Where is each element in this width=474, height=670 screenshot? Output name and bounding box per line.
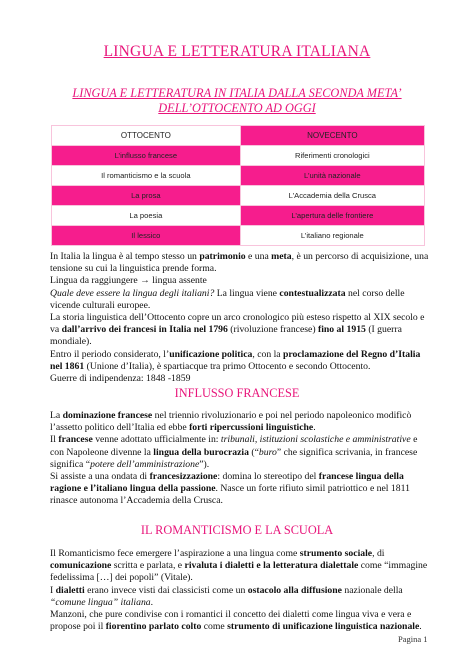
- contents-row: [52, 186, 425, 206]
- text-run: .: [313, 422, 316, 434]
- document-subtitle: [30, 86, 444, 115]
- text-run: La lingua viene: [214, 287, 280, 299]
- text-run: (Unione d’Italia), è spartiacque tra primo Ottocento e secondo Ottocento.: [84, 360, 371, 372]
- contents-row: [52, 226, 425, 246]
- section-paragraph: [50, 609, 430, 633]
- bold-run: unificazione politica: [169, 348, 253, 360]
- text-run: Il Romanticismo fece emergere l’aspirazione a una lingua come: [50, 548, 300, 559]
- page-number: Pagina 1: [398, 634, 428, 644]
- cell-novecento: L’Accademia della Crusca: [240, 186, 424, 206]
- text-run: come: [201, 621, 228, 633]
- italic-run: tribunali, istituzioni scolastiche e amministrative: [220, 434, 411, 446]
- bold-run: comunicazione: [50, 560, 112, 572]
- text-run: nel corso delle vicende culturali europee.: [50, 287, 405, 311]
- intro-paragraph: [50, 349, 430, 373]
- section-paragraph: [50, 548, 430, 585]
- bold-run: ostacolo alla diffusione: [247, 584, 342, 596]
- bold-run: lingua della burocrazia: [153, 446, 249, 458]
- text-run: nazionale della: [341, 584, 403, 596]
- text-run: Il: [50, 434, 59, 446]
- text-run: (rivoluzione francese): [227, 324, 318, 336]
- section-paragraph: [50, 471, 430, 508]
- italic-run: Quale deve essere la lingua degli italiani?: [50, 287, 215, 299]
- text-run: venne adottato ufficialmente in:: [92, 434, 221, 446]
- text-run: : domina lo stereotipo del: [217, 471, 319, 483]
- cell-ottocento: L’influsso francese: [52, 146, 241, 166]
- text-run: , di: [372, 548, 385, 559]
- bold-run: meta: [271, 251, 292, 262]
- intro-paragraph: [50, 251, 430, 275]
- bold-run: patrimonio: [199, 251, 246, 262]
- italic-run: “comune lingua” italiana: [50, 596, 151, 608]
- text-run: , è un percorso di acquisizione, una tensione su cui la linguistica prende forma.: [50, 251, 429, 275]
- header-ottocento: OTTOCENTO: [52, 126, 241, 146]
- cell-novecento: L’unità nazionale: [240, 166, 424, 186]
- text-run: . Nasce un forte rifiuto simil patriottico e nel 1811 rinasce autonoma l’Accademia della Crusca.: [50, 483, 410, 507]
- intro-paragraph: [50, 312, 430, 349]
- text-run: .: [419, 621, 422, 633]
- bold-run: contestualizzata: [279, 287, 346, 299]
- bold-run: dall’arrivo dei francesi in Italia nel 1796: [61, 324, 228, 336]
- text-run: ”).: [199, 458, 210, 470]
- bold-run: dialetti: [55, 584, 85, 596]
- section-title-romanticismo: IL ROMANTICISMO E LA SCUOLA: [140, 523, 334, 537]
- bold-run: fiorentino parlato colto: [105, 621, 202, 633]
- contents-row: [52, 146, 425, 166]
- bold-run: francese lingua della ragione e l’italiano lingua della passione: [50, 471, 404, 495]
- cell-novecento: Riferimenti cronologici: [240, 146, 424, 166]
- bold-run: dominazione francese: [62, 410, 153, 421]
- section-romanticismo-text: [50, 548, 430, 633]
- section-paragraph: [50, 585, 430, 609]
- contents-header-row: [52, 126, 425, 146]
- header-novecento: NOVECENTO: [240, 126, 424, 146]
- bold-run: forti ripercussioni linguistiche: [189, 422, 314, 434]
- text-run: La storia linguistica dell’Ottocento copre un arco cronologico più esteso rispetto al XIX secolo e va: [50, 312, 425, 336]
- bold-run: strumento di unificazione linguistica nazionale: [227, 621, 420, 633]
- cell-ottocento: Il romanticismo e la scuola: [52, 166, 241, 186]
- bold-run: strumento sociale: [299, 548, 373, 559]
- bold-run: francese: [58, 434, 93, 446]
- text-run: Entro il periodo considerato, l’: [50, 348, 170, 360]
- text-run: Si assiste a una ondata di: [50, 471, 150, 483]
- text-run: Manzoni, che pure condivise con i romantici il concetto dei dialetti come lingua viva e vera e propose poi il: [50, 609, 412, 633]
- text-run: come “immagine fedelissima […] dei popoli” (Vitale).: [50, 560, 428, 584]
- section-influsso-text: [50, 410, 430, 508]
- subtitle-line-2: DELL’OTTOCENTO AD OGGI: [158, 100, 316, 115]
- bold-run: proclamazione del Regno d’Italia nel 1861: [50, 348, 421, 372]
- section-paragraph: [50, 410, 430, 434]
- text-run: ” che significa scrivania, in francese significa “: [50, 446, 418, 470]
- intro-paragraph: Guerre di indipendenza: 1848 -1859: [50, 373, 191, 385]
- document-title: LINGUA E LETTERATURA ITALIANA: [103, 43, 371, 60]
- cell-novecento: L’apertura delle frontiere: [240, 206, 424, 226]
- section-title-influsso: INFLUSSO FRANCESE: [174, 386, 300, 400]
- section-paragraph: [50, 434, 430, 471]
- contents-row: [52, 166, 425, 186]
- text-run: I: [50, 584, 56, 596]
- contents-row: [52, 206, 425, 226]
- contents-table: [51, 125, 425, 246]
- bold-run: rivaluta i dialetti e la letteratura dialettale: [184, 560, 359, 572]
- text-run: In Italia la lingua è al tempo stesso un: [50, 251, 200, 262]
- cell-novecento: L’italiano regionale: [240, 226, 424, 246]
- cell-ottocento: La prosa: [52, 186, 241, 206]
- text-run: , con la: [252, 348, 284, 360]
- text-run: (“: [248, 446, 259, 458]
- intro-text: [50, 251, 430, 385]
- text-run: .: [150, 596, 154, 608]
- italic-run: potere dell’amministrazione: [90, 458, 200, 470]
- text-run: nel triennio rivoluzionario e poi nel periodo napoleonico modificò l’assetto politico dell’Italia ed ebbe: [50, 410, 412, 434]
- cell-ottocento: La poesia: [52, 206, 241, 226]
- text-run: e una: [245, 251, 272, 262]
- intro-paragraph: [50, 288, 430, 312]
- text-run: La: [50, 410, 63, 421]
- intro-paragraph: Lingua da raggiungere → lingua assente: [50, 275, 207, 287]
- bold-run: francesizzazione: [149, 471, 218, 483]
- text-run: erano invece visti dai classicisti come un: [84, 584, 248, 596]
- bold-run: fino al 1915: [317, 324, 366, 336]
- italic-run: buro: [258, 446, 277, 458]
- text-run: (I guerra mondiale).: [50, 324, 402, 348]
- subtitle-line-1: LINGUA E LETTERATURA IN ITALIA DALLA SECONDA META’: [72, 86, 402, 100]
- cell-ottocento: Il lessico: [52, 226, 241, 246]
- text-run: e con Napoleone divenne la: [50, 434, 418, 458]
- text-run: scritta e parlata, e: [111, 560, 185, 572]
